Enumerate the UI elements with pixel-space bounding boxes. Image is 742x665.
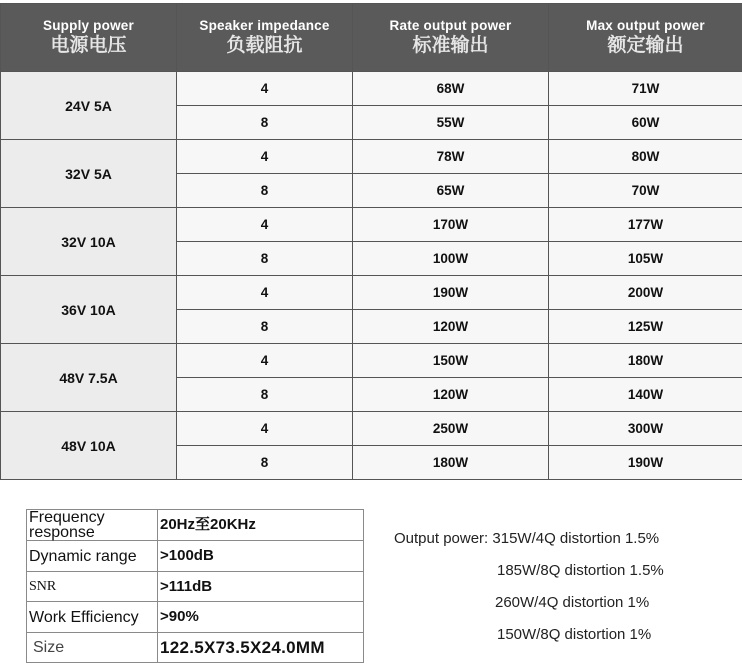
supply-power-cell: 36V 10A <box>1 276 177 344</box>
max-output-cell: 70W <box>549 174 742 208</box>
spec-row <box>27 541 364 572</box>
spec-key-work-efficiency: Work Efficiency <box>27 602 158 633</box>
max-output-cell: 300W <box>549 412 742 446</box>
power-row <box>1 276 742 310</box>
spec-key-frequency-response: Frequency response <box>27 510 158 541</box>
rate-output-cell: 65W <box>353 174 549 208</box>
power-table <box>0 3 742 480</box>
impedance-cell: 4 <box>177 276 353 310</box>
rate-output-cell: 120W <box>353 310 549 344</box>
header-max-output-power <box>549 4 742 72</box>
header-en: Speaker impedance <box>199 18 330 34</box>
max-output-cell: 71W <box>549 72 742 106</box>
rate-output-cell: 190W <box>353 276 549 310</box>
impedance-cell: 8 <box>177 446 353 480</box>
power-row <box>1 208 742 242</box>
header-speaker-impedance <box>177 4 353 72</box>
header-rate-output-power <box>353 4 549 72</box>
max-output-cell: 177W <box>549 208 742 242</box>
power-table-header-row <box>1 4 742 72</box>
rate-output-cell: 180W <box>353 446 549 480</box>
spec-row <box>27 571 364 602</box>
header-en: Max output power <box>586 18 705 34</box>
max-output-cell: 125W <box>549 310 742 344</box>
power-table-body <box>1 72 742 480</box>
rate-output-cell: 170W <box>353 208 549 242</box>
supply-power-cell: 48V 7.5A <box>1 344 177 412</box>
rate-output-cell: 120W <box>353 378 549 412</box>
max-output-cell: 200W <box>549 276 742 310</box>
impedance-cell: 4 <box>177 412 353 446</box>
spec-key-snr: SNR <box>27 571 158 602</box>
impedance-cell: 4 <box>177 208 353 242</box>
spec-key-size: Size <box>27 632 158 663</box>
spec-value-dynamic-range: >100dB <box>158 541 364 572</box>
impedance-cell: 8 <box>177 378 353 412</box>
header-en: Supply power <box>43 18 134 34</box>
header-en: Rate output power <box>389 18 512 34</box>
impedance-cell: 8 <box>177 242 353 276</box>
max-output-cell: 180W <box>549 344 742 378</box>
spec-row <box>27 602 364 633</box>
max-output-cell: 80W <box>549 140 742 174</box>
supply-power-cell: 24V 5A <box>1 72 177 140</box>
spec-row <box>27 510 364 541</box>
spec-value-snr: >111dB <box>158 571 364 602</box>
max-output-cell: 190W <box>549 446 742 480</box>
supply-power-cell: 48V 10A <box>1 412 177 480</box>
header-zh: 负载阻抗 <box>226 33 303 56</box>
power-row <box>1 412 742 446</box>
output-note: Output power: 315W/4Q distortion 1.5% <box>394 530 660 547</box>
spec-value-work-efficiency: >90% <box>158 602 364 633</box>
spec-value-size: 122.5X73.5X24.0MM <box>158 632 364 663</box>
rate-output-cell: 250W <box>353 412 549 446</box>
rate-output-cell: 78W <box>353 140 549 174</box>
power-row <box>1 140 742 174</box>
output-note: 260W/4Q distortion 1% <box>495 594 650 611</box>
supply-power-cell: 32V 5A <box>1 140 177 208</box>
header-supply-power <box>1 4 177 72</box>
impedance-cell: 4 <box>177 140 353 174</box>
rate-output-cell: 100W <box>353 242 549 276</box>
impedance-cell: 8 <box>177 106 353 140</box>
power-row <box>1 344 742 378</box>
header-zh: 电源电压 <box>50 33 127 56</box>
output-note: 185W/8Q distortion 1.5% <box>497 562 664 579</box>
impedance-cell: 4 <box>177 72 353 106</box>
spec-row <box>27 632 364 663</box>
spec-table <box>26 509 364 663</box>
impedance-cell: 4 <box>177 344 353 378</box>
header-zh: 额定输出 <box>607 33 684 56</box>
output-note: 150W/8Q distortion 1% <box>497 626 652 643</box>
max-output-cell: 60W <box>549 106 742 140</box>
impedance-cell: 8 <box>177 174 353 208</box>
supply-power-cell: 32V 10A <box>1 208 177 276</box>
rate-output-cell: 55W <box>353 106 549 140</box>
rate-output-cell: 68W <box>353 72 549 106</box>
impedance-cell: 8 <box>177 310 353 344</box>
max-output-cell: 140W <box>549 378 742 412</box>
power-row <box>1 72 742 106</box>
spec-value-frequency-response: 20Hz至20KHz <box>158 510 364 541</box>
max-output-cell: 105W <box>549 242 742 276</box>
rate-output-cell: 150W <box>353 344 549 378</box>
header-zh: 标准输出 <box>412 33 489 56</box>
spec-key-dynamic-range: Dynamic range <box>27 541 158 572</box>
